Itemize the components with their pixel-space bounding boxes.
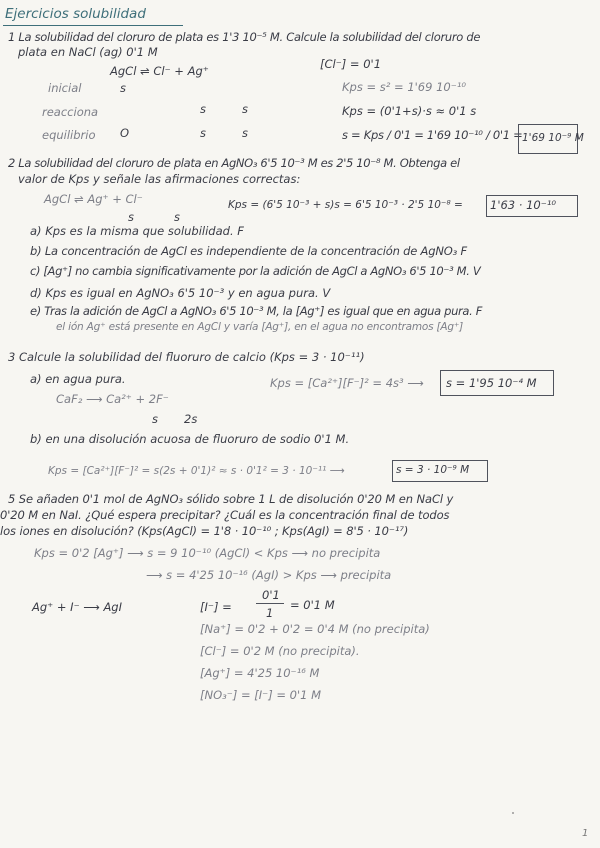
ex1-statement-line2: plata en NaCl (ag) 0'1 M [18, 45, 158, 59]
ex2-kps-calc: Kps = (6'5 10⁻³ + s)s = 6'5 10⁻³ · 2'5 10⁻⁸ = [228, 199, 463, 211]
ex5-conc-i-den: 1 [266, 606, 274, 620]
ex3-result-a: s = 1'95 10⁻⁴ M [446, 376, 537, 390]
ex3-part-a: a) en agua pura. [30, 372, 126, 386]
ex5-line2: ⟶ s = 4'25 10⁻¹⁶ (AgI) > Kps ⟶ precipita [146, 568, 392, 582]
page-number: 1 [582, 828, 589, 839]
ex1-kps-2: Kps = (0'1+s)·s ≈ 0'1 s [342, 104, 477, 118]
ex1-conc-cl: [Cl⁻] = 0'1 [320, 57, 382, 71]
ex1-eq-2: s [200, 126, 206, 140]
ex5-conc-ag: [Ag⁺] = 4'25 10⁻¹⁶ M [200, 666, 320, 680]
ex1-row-reacciona: reacciona [42, 105, 99, 119]
ex1-row-equilibrio: equilibrio [42, 128, 96, 142]
ex5-fraction-bar [256, 603, 284, 604]
title-underline [3, 25, 183, 26]
ex5-conc-cl: [Cl⁻] = 0'2 M (no precipita). [200, 644, 360, 658]
ex5-line1: Kps = 0'2 [Ag⁺] ⟶ s = 9 10⁻¹⁰ (AgCl) < Kps ⟶ no precipita [34, 546, 381, 560]
ex3-reaction: CaF₂ ⟶ Ca²⁺ + 2F⁻ [56, 392, 169, 406]
ex1-result: 1'69 10⁻⁹ M [522, 132, 584, 144]
ex2-option-b: b) La concentración de AgCl es independiente de la concentración de AgNO₃ F [30, 244, 467, 258]
ex1-eq-1: O [120, 126, 130, 140]
ex2-reaction: AgCl ⇌ Ag⁺ + Cl⁻ [44, 192, 143, 206]
ex5-statement-line2: 0'20 M en NaI. ¿Qué espera precipitar? ¿Cuál es la concentración final de todos [0, 508, 450, 522]
ex5-reaction: Ag⁺ + I⁻ ⟶ AgI [32, 600, 123, 614]
ex2-result: 1'63 · 10⁻¹⁰ [490, 198, 557, 212]
ex1-s-equation: s = Kps / 0'1 = 1'69 10⁻¹⁰ / 0'1 = [342, 128, 523, 142]
ex5-conc-na: [Na⁺] = 0'2 + 0'2 = 0'4 M (no precipita) [200, 622, 430, 636]
ex3-s-2: 2s [184, 412, 198, 426]
ex3-part-b: b) en una disolución acuosa de fluoruro de sodio 0'1 M. [30, 432, 350, 446]
ex1-initial-val: s [120, 81, 126, 95]
ex2-option-c: c) [Ag⁺] no cambia significativamente por la adición de AgCl a AgNO₃ 6'5 10⁻³ M. V [30, 264, 481, 278]
ex1-kps-1: Kps = s² = 1'69 10⁻¹⁰ [342, 80, 467, 94]
ex2-option-a: a) Kps es la misma que solubilidad. F [30, 224, 244, 238]
ex3-result-b: s = 3 · 10⁻⁹ M [396, 464, 470, 476]
ex1-row-initial: inicial [48, 81, 82, 95]
ex3-kps-b: Kps = [Ca²⁺][F⁻]² = s(2s + 0'1)² ≈ s · 0'1² = 3 · 10⁻¹¹ ⟶ [48, 465, 345, 477]
ex1-reaction: AgCl ⇌ Cl⁻ + Ag⁺ [110, 64, 209, 78]
ex2-option-e-note: el ión Ag⁺ está presente en AgCl y varía [Ag⁺], en el agua no encontramos [Ag⁺] [56, 321, 464, 333]
ex2-s-left: s [128, 210, 134, 224]
paper-speck [512, 812, 514, 814]
ex5-conc-i-label: [I⁻] = [200, 600, 232, 614]
ex2-option-e: e) Tras la adición de AgCl a AgNO₃ 6'5 10⁻³ M, la [Ag⁺] es igual que en agua pura. F [30, 304, 482, 318]
ex2-option-d: d) Kps es igual en AgNO₃ 6'5 10⁻³ y en agua pura. V [30, 286, 331, 300]
ex5-conc-i-value: = 0'1 M [290, 598, 335, 612]
ex5-conc-no3: [NO₃⁻] = [I⁻] = 0'1 M [200, 688, 322, 702]
ex2-s-right: s [174, 210, 180, 224]
ex1-statement-line1: 1 La solubilidad del cloruro de plata es 1'3 10⁻⁵ M. Calcule la solubilidad del cloruro de [8, 30, 481, 44]
ex5-statement-line1: 5 Se añaden 0'1 mol de AgNO₃ sólido sobre 1 L de disolución 0'20 M en NaCl y [8, 492, 454, 506]
ex3-statement: 3 Calcule la solubilidad del fluoruro de calcio (Kps = 3 · 10⁻¹¹) [8, 350, 365, 364]
ex3-kps-a: Kps = [Ca²⁺][F⁻]² = 4s³ ⟶ [270, 376, 424, 390]
ex5-statement-line3: los iones en disolución? (Kps(AgCl) = 1'8 · 10⁻¹⁰ ; Kps(AgI) = 8'5 · 10⁻¹⁷) [0, 524, 409, 538]
ex5-conc-i-num: 0'1 [262, 588, 280, 602]
ex2-statement-line1: 2 La solubilidad del cloruro de plata en AgNO₃ 6'5 10⁻³ M es 2'5 10⁻⁸ M. Obtenga el [8, 156, 460, 170]
page-title: Ejercicios solubilidad [5, 6, 146, 22]
ex1-react-2: s [242, 102, 248, 116]
ex3-s-1: s [152, 412, 158, 426]
ex1-eq-3: s [242, 126, 248, 140]
ex2-statement-line2: valor de Kps y señale las afirmaciones correctas: [18, 172, 301, 186]
ex1-react-1: s [200, 102, 206, 116]
